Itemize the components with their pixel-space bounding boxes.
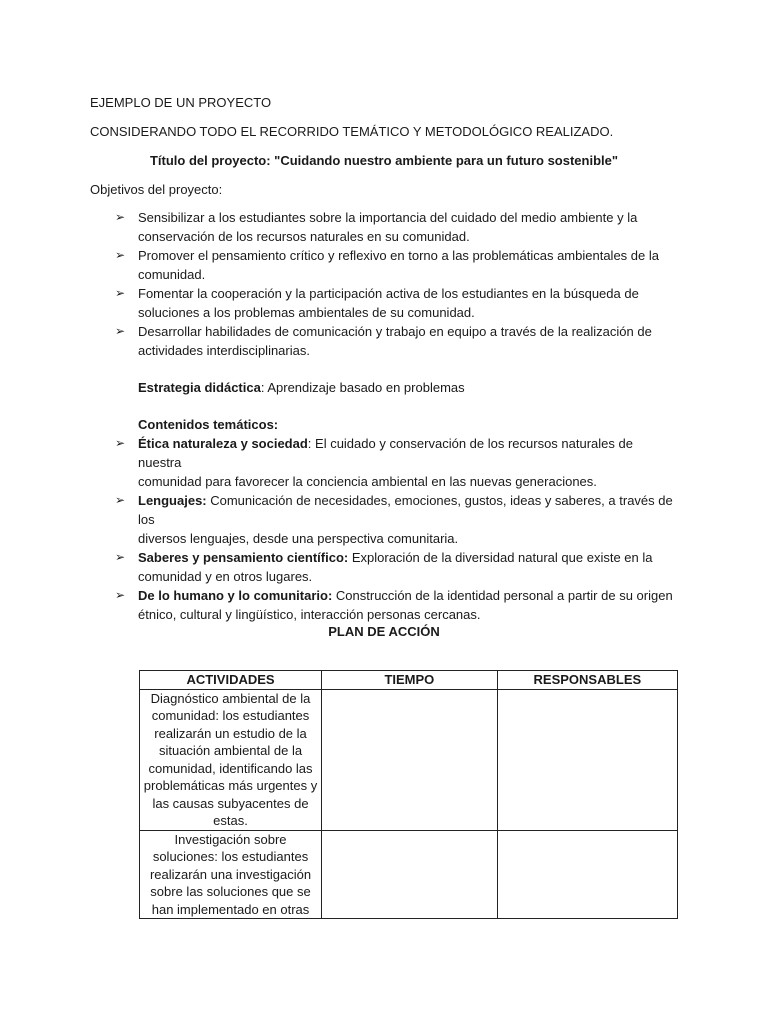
document-intro: CONSIDERANDO TODO EL RECORRIDO TEMÁTICO Y METODOLÓGICO REALIZADO.	[90, 124, 614, 139]
strategy-label: Estrategia didáctica	[138, 380, 261, 395]
plan-title: PLAN DE ACCIÓN	[328, 624, 440, 639]
responsables-cell	[497, 689, 677, 830]
content-item: ➢ Saberes y pensamiento científico: Exploración de la diversidad natural que existe en la comunidad y en otros lugares.	[115, 550, 653, 584]
contents-list	[115, 434, 675, 624]
table-row	[140, 689, 678, 830]
tiempo-cell	[322, 830, 498, 919]
objective-item: ➢ Desarrollar habilidades de comunicación y trabajo en equipo a través de la realización de actividades interdisciplinarias.	[115, 324, 652, 358]
content-item: ➢ Lenguajes: Comunicación de necesidades, emociones, gustos, ideas y saberes, a través de los diversos lenguajes, desde una perspectiva comunitaria.	[115, 493, 673, 546]
action-plan-table	[139, 670, 678, 919]
project-title: Título del proyecto: "Cuidando nuestro ambiente para un futuro sostenible"	[149, 153, 619, 168]
header-tiempo: TIEMPO	[322, 671, 498, 690]
content-item: ➢ Ética naturaleza y sociedad: El cuidado y conservación de los recursos naturales de nuestra comunidad para favorecer la conciencia ambiental en las nuevas generaciones.	[115, 436, 633, 489]
arrow-bullet-icon: ➢	[115, 286, 126, 300]
objective-item: ➢ Fomentar la cooperación y la participación activa de los estudiantes en la búsqueda de soluciones a los problemas ambientales de su comunidad.	[115, 286, 639, 320]
arrow-bullet-icon: ➢	[115, 588, 126, 602]
arrow-bullet-icon: ➢	[115, 550, 126, 564]
objective-item: ➢ Sensibilizar a los estudiantes sobre la importancia del cuidado del medio ambiente y la conservación de los recursos naturales en su comunidad.	[115, 210, 638, 244]
arrow-bullet-icon: ➢	[115, 493, 126, 507]
header-responsables: RESPONSABLES	[497, 671, 677, 690]
arrow-bullet-icon: ➢	[115, 324, 126, 338]
activity-cell: Diagnóstico ambiental de la comunidad: los estudiantes realizarán un estudio de la situación ambiental de la comunidad, identificando las problemáticas más urgentes y las causas subyacentes de estas.	[140, 689, 322, 830]
tiempo-cell	[322, 689, 498, 830]
contents-label: Contenidos temáticos:	[138, 417, 279, 432]
table-header-row	[140, 671, 678, 690]
arrow-bullet-icon: ➢	[115, 248, 126, 262]
arrow-bullet-icon: ➢	[115, 436, 126, 450]
objectives-label: Objetivos del proyecto:	[90, 182, 223, 197]
arrow-bullet-icon: ➢	[115, 210, 126, 224]
objective-item: ➢ Promover el pensamiento crítico y reflexivo en torno a las problemáticas ambientales de la comunidad.	[115, 248, 659, 282]
document-heading: EJEMPLO DE UN PROYECTO	[90, 95, 272, 110]
header-actividades: ACTIVIDADES	[140, 671, 322, 690]
content-item: ➢ De lo humano y lo comunitario: Construcción de la identidad personal a partir de su origen étnico, cultural y lingüístico, interacción personas cercanas.	[115, 588, 673, 622]
activity-cell: Investigación sobre soluciones: los estudiantes realizarán una investigación sobre las soluciones que se han implementado en otras	[140, 830, 322, 919]
strategy-value: : Aprendizaje basado en problemas	[260, 380, 465, 395]
table-row	[140, 830, 678, 919]
objectives-list	[115, 208, 675, 360]
strategy-line	[138, 378, 465, 397]
responsables-cell	[497, 830, 677, 919]
